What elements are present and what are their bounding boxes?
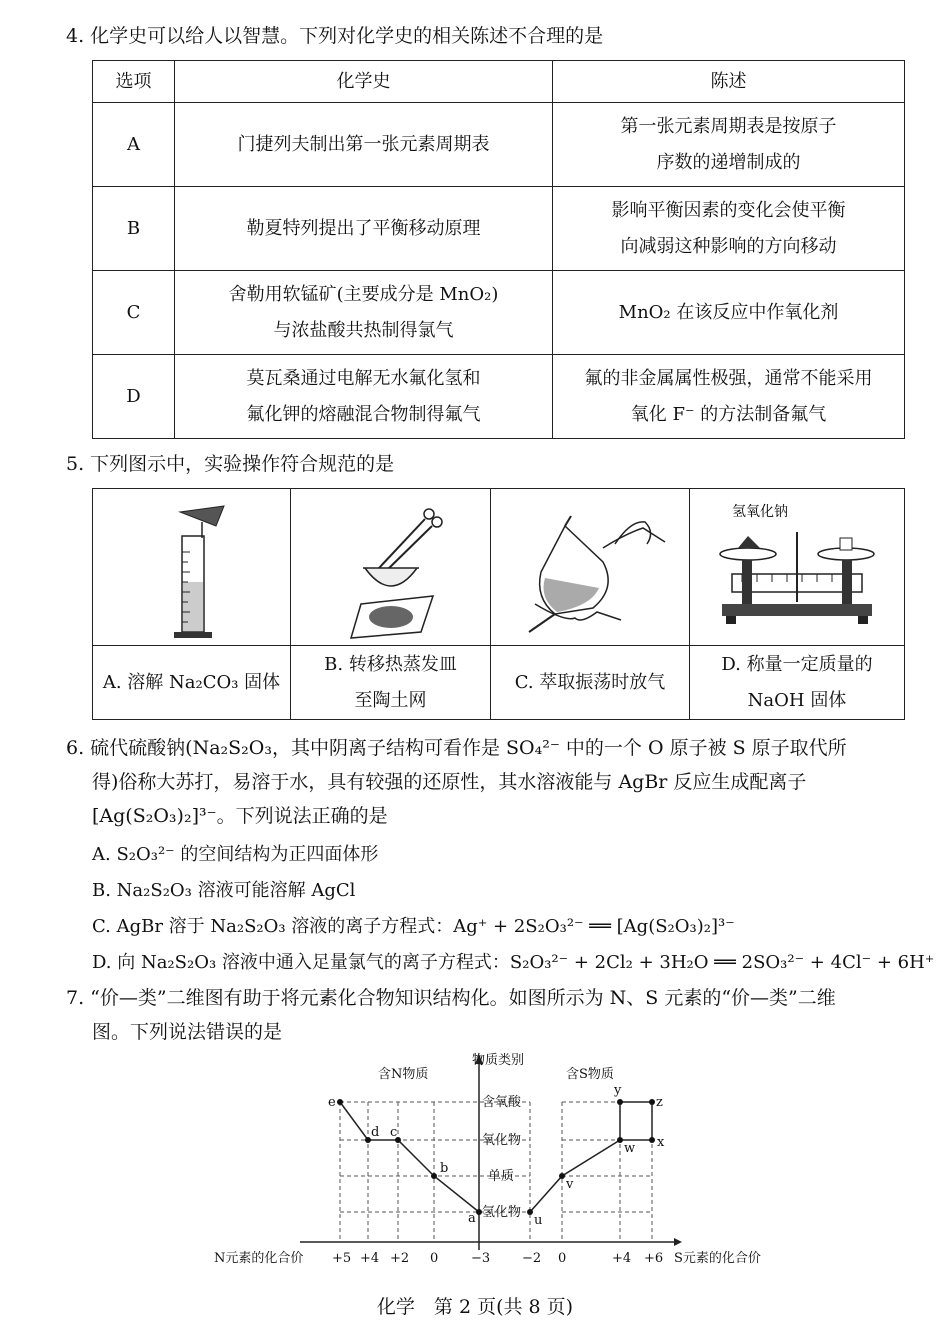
label-w: w	[624, 1141, 636, 1156]
label-b: b	[440, 1161, 449, 1176]
point-x	[649, 1137, 655, 1143]
category-element: 单质	[488, 1169, 515, 1184]
s-tick: 0	[558, 1251, 567, 1266]
category-oxide: 氧化物	[482, 1133, 522, 1148]
q6-option-c: C. AgBr 溶于 Na₂S₂O₃ 溶液的离子方程式：Ag⁺ + 2S₂O₃²⁻ ══ [Ag(S₂O₃)₂]³⁻	[92, 916, 735, 937]
row-statement: 氟的非金属属性极强，通常不能采用 氧化 F⁻ 的方法制备氟气	[553, 355, 905, 439]
s-title: 含S物质	[566, 1067, 614, 1082]
label-y: y	[614, 1083, 622, 1098]
evaporating-dish-icon	[321, 492, 461, 642]
q4-stem: 4. 化学史可以给人以智慧。下列对化学史的相关陈述不合理的是	[66, 25, 604, 47]
header-statement: 陈述	[553, 61, 905, 103]
separatory-funnel-icon	[505, 492, 675, 642]
row-option: D	[93, 355, 175, 439]
q6-stem-line-2: 得)俗称大苏打，易溶于水，具有较强的还原性，其水溶液能与 AgBr 反应生成配离子	[92, 771, 807, 793]
label-c: c	[390, 1125, 398, 1140]
point-y	[617, 1099, 623, 1105]
header-history: 化学史	[175, 61, 553, 103]
n-tick: +2	[390, 1251, 410, 1266]
valence-class-diagram	[200, 1050, 790, 1270]
n-path	[340, 1102, 479, 1212]
s-tick: +4	[612, 1251, 632, 1266]
point-u	[527, 1209, 533, 1215]
label-d: d	[371, 1125, 380, 1140]
point-b	[431, 1173, 437, 1179]
balance-icon	[702, 492, 892, 642]
row-statement: 第一张元素周期表是按原子 序数的递增制成的	[553, 103, 905, 187]
figure-c	[491, 489, 690, 646]
header-option: 选项	[93, 61, 175, 103]
row-history: 勒夏特列提出了平衡移动原理	[175, 187, 553, 271]
n-tick: +4	[360, 1251, 380, 1266]
point-z	[649, 1099, 655, 1105]
point-w	[617, 1137, 623, 1143]
q6-stem-line-3: [Ag(S₂O₃)₂]³⁻。下列说法正确的是	[92, 805, 388, 827]
q7-stem-line-1: 7. “价—类”二维图有助于将元素化合物知识结构化。如图所示为 N、S 元素的“价—类”二维	[66, 987, 836, 1009]
table-header-row	[93, 61, 905, 103]
label-e: e	[328, 1095, 336, 1110]
s-tick: +6	[644, 1251, 664, 1266]
point-e	[337, 1099, 343, 1105]
label-u: u	[534, 1213, 543, 1228]
q6-option-d: D. 向 Na₂S₂O₃ 溶液中通入足量氯气的离子方程式：S₂O₃²⁻ + 2Cl₂ + 3H₂O ══ 2SO₃²⁻ + 4Cl⁻ + 6H⁺	[92, 952, 935, 973]
figure-a	[93, 489, 291, 646]
s-tick: −2	[522, 1251, 542, 1266]
point-v	[559, 1173, 565, 1179]
option-d: D. 称量一定质量的 NaOH 固体	[690, 646, 905, 720]
label-v: v	[566, 1177, 574, 1192]
y-axis-title: 物质类别	[472, 1053, 525, 1068]
row-option: B	[93, 187, 175, 271]
q5-table	[92, 488, 905, 720]
row-statement: MnO₂ 在该反应中作氧化剂	[553, 271, 905, 355]
label-z: z	[656, 1095, 663, 1110]
n-tick: −3	[471, 1251, 491, 1266]
q6-stem-line-1: 6. 硫代硫酸钠(Na₂S₂O₃，其中阴离子结构可看作是 SO₄²⁻ 中的一个 O 原子被 S 原子取代所	[66, 737, 847, 759]
figure-b	[291, 489, 491, 646]
x-right-label: S元素的化合价	[674, 1251, 761, 1266]
figure-d	[690, 489, 905, 646]
table-row	[93, 187, 905, 271]
category-hydride: 氢化物	[482, 1205, 522, 1220]
row-option: C	[93, 271, 175, 355]
q5-stem: 5. 下列图示中，实验操作符合规范的是	[66, 453, 395, 475]
row-statement: 影响平衡因素的变化会使平衡 向减弱这种影响的方向移动	[553, 187, 905, 271]
n-title: 含N物质	[378, 1067, 429, 1082]
row-history: 门捷列夫制出第一张元素周期表	[175, 103, 553, 187]
row-history: 舍勒用软锰矿(主要成分是 MnO₂) 与浓盐酸共热制得氯气	[175, 271, 553, 355]
x-left-label: N元素的化合价	[214, 1251, 304, 1266]
label-a: a	[468, 1211, 476, 1226]
s-box	[620, 1102, 652, 1140]
row-option: A	[93, 103, 175, 187]
q6-option-b: B. Na₂S₂O₃ 溶液可能溶解 AgCl	[92, 880, 356, 901]
category-oxyacid: 含氧酸	[482, 1095, 522, 1110]
row-history: 莫瓦桑通过电解无水氟化氢和 氟化钾的熔融混合物制得氟气	[175, 355, 553, 439]
table-row	[93, 355, 905, 439]
option-a: A. 溶解 Na₂CO₃ 固体	[93, 646, 291, 720]
label-x: x	[657, 1135, 665, 1150]
table-row	[93, 271, 905, 355]
balance-label: 氢氧化钠	[732, 504, 788, 520]
option-c: C. 萃取振荡时放气	[491, 646, 690, 720]
option-b: B. 转移热蒸发皿 至陶土网	[291, 646, 491, 720]
q5-option-row	[93, 646, 905, 720]
q7-stem-line-2: 图。下列说法错误的是	[92, 1021, 283, 1043]
n-tick: 0	[430, 1251, 439, 1266]
table-row	[93, 103, 905, 187]
page-footer: 化学 第 2 页(共 8 页)	[376, 1296, 574, 1318]
q5-image-row	[93, 489, 905, 646]
n-tick: +5	[332, 1251, 352, 1266]
q6-option-a: A. S₂O₃²⁻ 的空间结构为正四面体形	[92, 844, 379, 865]
q4-table	[92, 60, 905, 439]
graduated-cylinder-icon	[132, 492, 252, 642]
